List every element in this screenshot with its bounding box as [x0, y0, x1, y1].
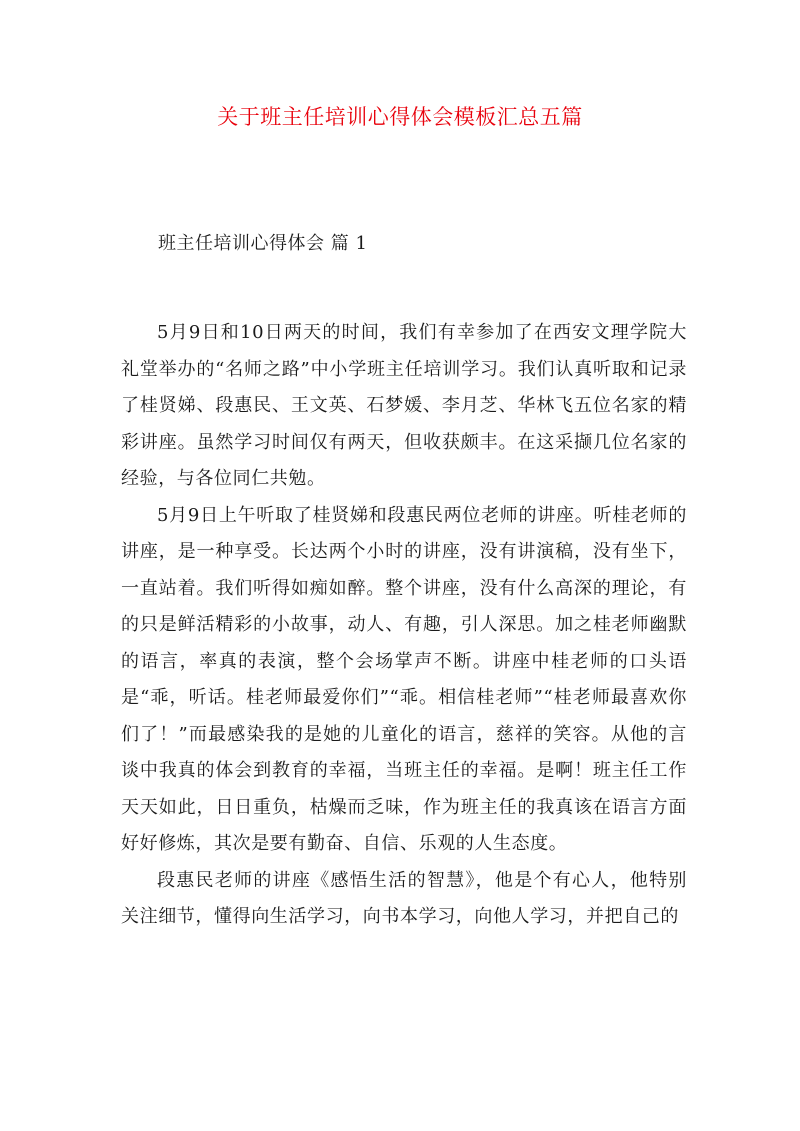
document-body [121, 315, 687, 936]
section-heading: 班主任培训心得体会 篇 1 [158, 233, 368, 254]
document-title: 关于班主任培训心得体会模板汇总五篇 [217, 105, 583, 129]
paragraph-2: 5月9日上午听取了桂贤娣和段惠民两位老师的讲座。听桂老师的讲座，是一种享受。长达两个小时的讲座，没有讲演稿，没有坐下，一直站着。我们听得如痴如醉。整个讲座，没有什么高深的理论，有的只是鲜活精彩的小故事，动人、有趣，引人深思。加之桂老师幽默的语言，率真的表演，整个会场掌声不断。讲座中桂老师的口头语是“乖，听话。桂老师最爱你们”“乖。相信桂老师”“桂老师最喜欢你们了！”而最感染我的是她的儿童化的语言，慈祥的笑容。从他的言谈中我真的体会到教育的幸福，当班主任的幸福。是啊！班主任工作天天如此，日日重负，枯燥而乏味，作为班主任的我真该在语言方面好好修炼，其次是要有勤奋、自信、乐观的人生态度。 [121, 504, 687, 854]
paragraph-1: 5月9日和10日两天的时间，我们有幸参加了在西安文理学院大礼堂举办的“名师之路”中小学班主任培训学习。我们认真听取和记录了桂贤娣、段惠民、王文英、石梦媛、李月芝、华林飞五位名家的精彩讲座。虽然学习时间仅有两天，但收获颇丰。在这采撷几位名家的经验，与各位同仁共勉。 [121, 322, 687, 489]
paragraph-3: 段惠民老师的讲座《感悟生活的智慧》，他是个有心人，他特别关注细节，懂得向生活学习，向书本学习，向他人学习，并把自己的 [121, 869, 687, 927]
